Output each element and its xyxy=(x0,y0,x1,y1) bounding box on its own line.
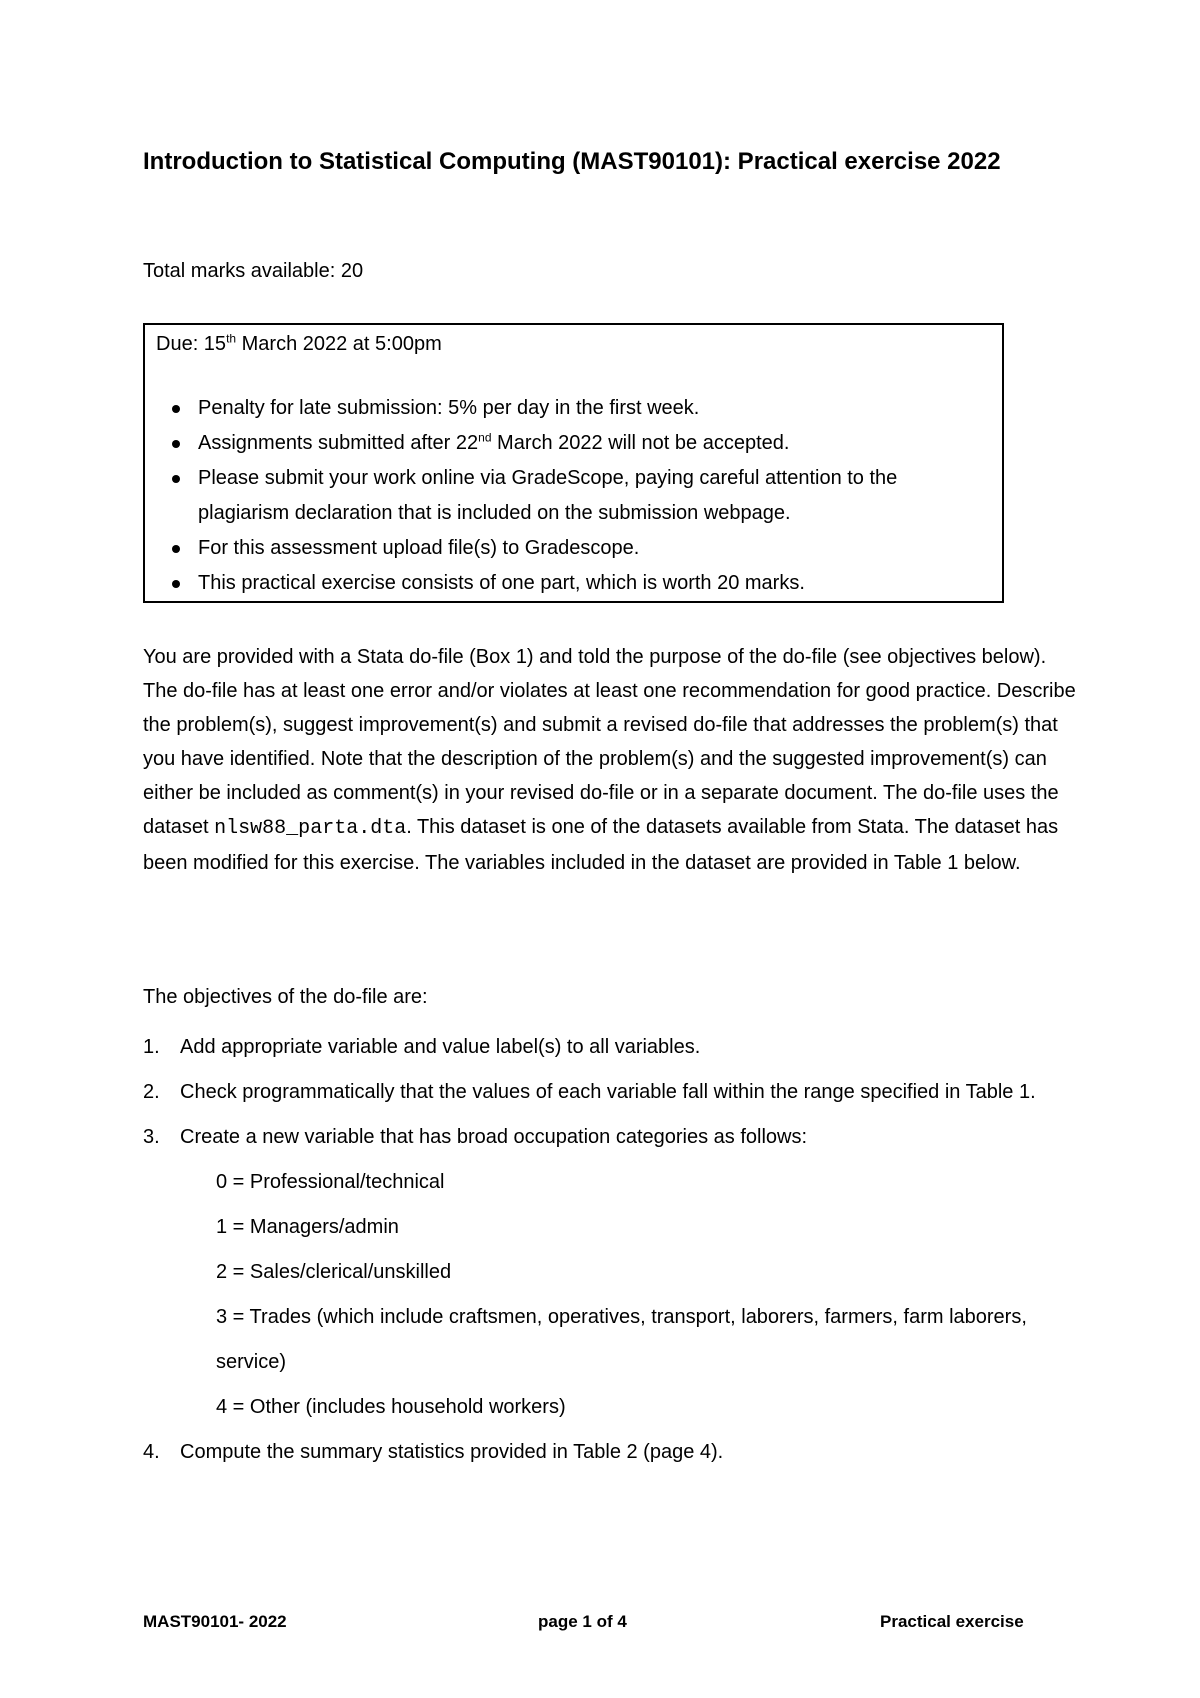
category-item: 3 = Trades (which include craftsmen, operatives, transport, laborers, farmers, farm laborers, service) xyxy=(216,1306,1027,1373)
document-title: Introduction to Statistical Computing (MAST90101): Practical exercise 2022 xyxy=(143,148,1001,175)
objectives-list xyxy=(143,1025,1083,1475)
due-bullet-list xyxy=(145,391,978,601)
bullet-item: For this assessment upload file(s) to Gradescope. xyxy=(145,531,978,566)
bullet-icon xyxy=(172,405,180,413)
category-item: 0 = Professional/technical xyxy=(216,1171,445,1193)
bullet-icon xyxy=(172,475,180,483)
due-date: Due: 15th March 2022 at 5:00pm xyxy=(156,331,442,355)
due-box xyxy=(143,323,1004,603)
occupation-categories xyxy=(180,1160,1083,1430)
bullet-item: Please submit your work online via GradeScope, paying careful attention to the plagiarism declaration that is included on the submission webpage. xyxy=(145,461,978,531)
objective-item: 3. Create a new variable that has broad occupation categories as follows: 0 = Professional/technical 1 = Managers/admin 2 = Sales/clerical/unskilled 3 = Trades (which include craftsmen, operatives, transport, laborers, farmers, farm laborers, service) 4 = Other (includes household workers) xyxy=(143,1115,1083,1430)
intro-paragraph: You are provided with a Stata do-file (Box 1) and told the purpose of the do-file (see objectives below). The do-file has at least one error and/or violates at least one recommendation for good practice. Describe the problem(s), suggest improvement(s) and submit a revised do-file that addresses the problem(s) that you have identified. Note that the description of the problem(s) and the suggested improvement(s) can either be included as comment(s) in your revised do-file or in a separate document. The do-file uses the dataset nlsw88_parta.dta. This dataset is one of the datasets available from Stata. The dataset has been modified for this exercise. The variables included in the dataset are provided in Table 1 below. xyxy=(143,646,1076,874)
category-item: 1 = Managers/admin xyxy=(216,1216,399,1238)
bullet-icon xyxy=(172,580,180,588)
bullet-icon xyxy=(172,545,180,553)
objective-item: 4. Compute the summary statistics provided in Table 2 (page 4). xyxy=(143,1441,724,1463)
objective-item: 1. Add appropriate variable and value label(s) to all variables. xyxy=(143,1036,701,1058)
dataset-name: nlsw88_parta.dta xyxy=(214,817,407,840)
footer-page-number: page 1 of 4 xyxy=(538,1612,627,1631)
category-item: 2 = Sales/clerical/unskilled xyxy=(216,1261,452,1283)
bullet-item: Penalty for late submission: 5% per day in the first week. xyxy=(145,391,978,426)
objective-item: 2. Check programmatically that the values of each variable fall within the range specified in Table 1. xyxy=(143,1081,1036,1103)
objectives-heading: The objectives of the do-file are: xyxy=(143,986,428,1008)
bullet-item: Assignments submitted after 22nd March 2022 will not be accepted. xyxy=(145,426,978,461)
category-item: 4 = Other (includes household workers) xyxy=(216,1396,566,1418)
bullet-item: This practical exercise consists of one part, which is worth 20 marks. xyxy=(145,566,978,601)
footer-doc-type: Practical exercise xyxy=(880,1612,1024,1631)
bullet-icon xyxy=(172,440,180,448)
footer-course-code: MAST90101- 2022 xyxy=(143,1612,287,1631)
total-marks: Total marks available: 20 xyxy=(143,260,364,282)
